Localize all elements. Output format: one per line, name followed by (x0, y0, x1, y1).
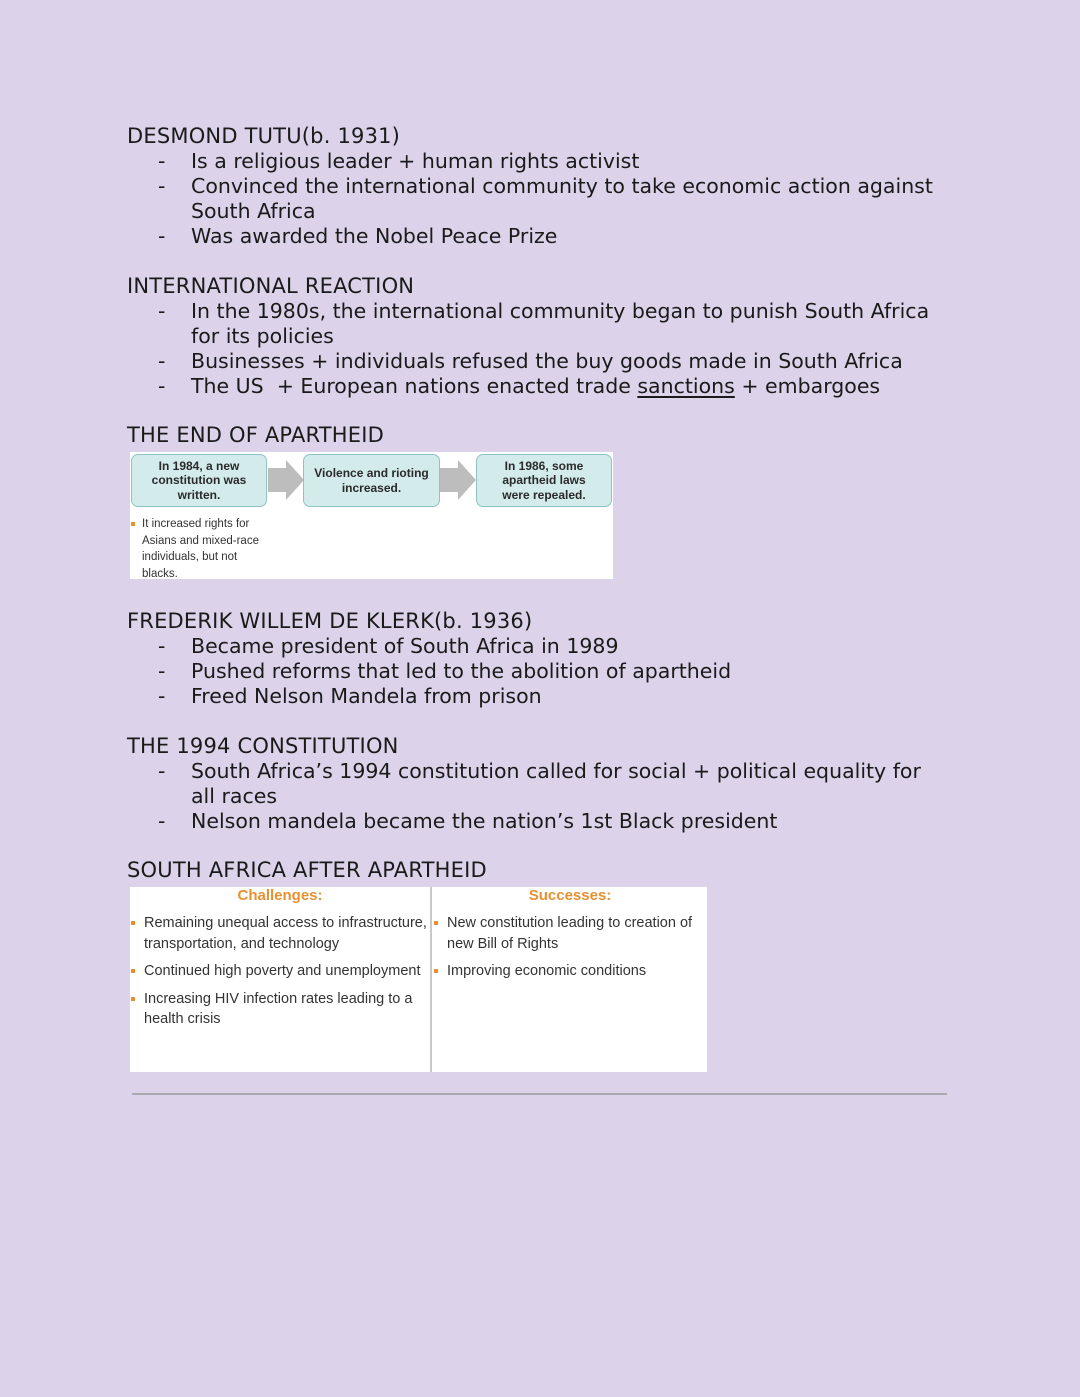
list-item-text: Became president of South Africa in 1989 (191, 634, 619, 658)
dash-marker: - (158, 149, 166, 173)
column-divider (430, 887, 432, 1072)
list-item (433, 913, 707, 954)
successes-column (433, 887, 707, 1072)
dash-marker: - (158, 759, 166, 783)
arrow-right-icon (440, 460, 476, 500)
constitution-section (127, 734, 951, 834)
dash-marker: - (158, 349, 166, 373)
list-item-text: Continued high poverty and unemployment (144, 963, 421, 979)
challenges-list (130, 913, 430, 1030)
list-item (127, 634, 951, 659)
list-item-text: Remaining unequal access to infrastructure, transportation, and technology (144, 915, 427, 952)
bullet-square-icon (131, 969, 135, 973)
list-item (433, 961, 707, 982)
flow-step: Violence and rioting increased. (303, 454, 440, 507)
section-heading: INTERNATIONAL REACTION (127, 274, 415, 298)
section-heading: DESMOND TUTU(b. 1931) (127, 124, 401, 148)
after-apartheid-section (127, 858, 487, 883)
flow-note (142, 516, 272, 582)
bullet-square-icon (131, 921, 135, 925)
flow-note-text: It increased rights for Asians and mixed-race individuals, but not blacks. (142, 518, 259, 580)
bullet-square-icon (131, 522, 135, 526)
deklerk-section (127, 609, 951, 709)
list-item-text: Increasing HIV infection rates leading to a health crisis (144, 990, 413, 1027)
list-item (127, 759, 951, 809)
flow-step: In 1986, some apartheid laws were repealed. (476, 454, 612, 507)
apartheid-flow-diagram (130, 452, 613, 579)
list-item-text: Businesses + individuals refused the buy goods made in South Africa (191, 349, 903, 373)
bullet-list (127, 634, 951, 709)
dash-marker: - (158, 809, 166, 833)
end-apartheid-section (127, 423, 384, 448)
list-item-text: Freed Nelson Mandela from prison (191, 684, 542, 708)
list-item (127, 149, 951, 174)
list-item-text: Improving economic conditions (447, 963, 647, 979)
list-item (130, 989, 430, 1030)
list-item (130, 961, 430, 982)
challenges-column (130, 887, 430, 1072)
list-item (127, 809, 951, 834)
list-item-text: In the 1980s, the international community began to punish South Africa for its policies (191, 299, 930, 348)
list-item-text: Convinced the international community to take economic action against South Africa (191, 174, 933, 223)
dash-marker: - (158, 174, 166, 198)
section-heading: THE 1994 CONSTITUTION (127, 734, 399, 758)
dash-marker: - (158, 684, 166, 708)
dash-marker: - (158, 659, 166, 683)
list-item-text: Nelson mandela became the nation’s 1st Black president (191, 809, 778, 833)
section-heading: SOUTH AFRICA AFTER APARTHEID (127, 858, 487, 882)
list-item-text: South Africa’s 1994 constitution called for social + political equality for all races (191, 759, 921, 808)
list-item-text: Pushed reforms that led to the abolition of apartheid (191, 659, 732, 683)
successes-list (433, 913, 707, 982)
list-item (127, 684, 951, 709)
underlined-term: sanctions (637, 374, 735, 398)
reaction-section (127, 274, 951, 399)
list-item (127, 374, 951, 399)
bullet-list (127, 299, 951, 399)
horizontal-divider (132, 1093, 947, 1095)
list-item-text: Was awarded the Nobel Peace Prize (191, 224, 558, 248)
arrow-right-icon (268, 460, 304, 500)
challenges-title: Challenges: (237, 887, 323, 904)
list-item-text: + embargoes (734, 374, 881, 398)
list-item (130, 913, 430, 954)
list-item (127, 349, 951, 374)
section-heading: FREDERIK WILLEM DE KLERK(b. 1936) (127, 609, 533, 633)
bullet-list (127, 149, 951, 249)
successes-title: Successes: (528, 887, 612, 904)
list-item (127, 299, 951, 349)
bullet-square-icon (131, 997, 135, 1001)
dash-marker: - (158, 374, 166, 398)
dash-marker: - (158, 634, 166, 658)
list-item (127, 174, 951, 224)
section-heading: THE END OF APARTHEID (127, 423, 385, 447)
bullet-square-icon (434, 969, 438, 973)
list-item (127, 659, 951, 684)
tutu-section (127, 124, 951, 249)
challenges-successes-table (130, 887, 707, 1072)
list-item-text: Is a religious leader + human rights activist (191, 149, 640, 173)
list-item (127, 224, 951, 249)
list-item-text: New constitution leading to creation of new Bill of Rights (447, 915, 693, 952)
bullet-list (127, 759, 951, 834)
flow-step: In 1984, a new constitution was written. (131, 454, 267, 507)
bullet-square-icon (434, 921, 438, 925)
dash-marker: - (158, 224, 166, 248)
dash-marker: - (158, 299, 166, 323)
list-item-text: The US + European nations enacted trade (191, 374, 638, 398)
